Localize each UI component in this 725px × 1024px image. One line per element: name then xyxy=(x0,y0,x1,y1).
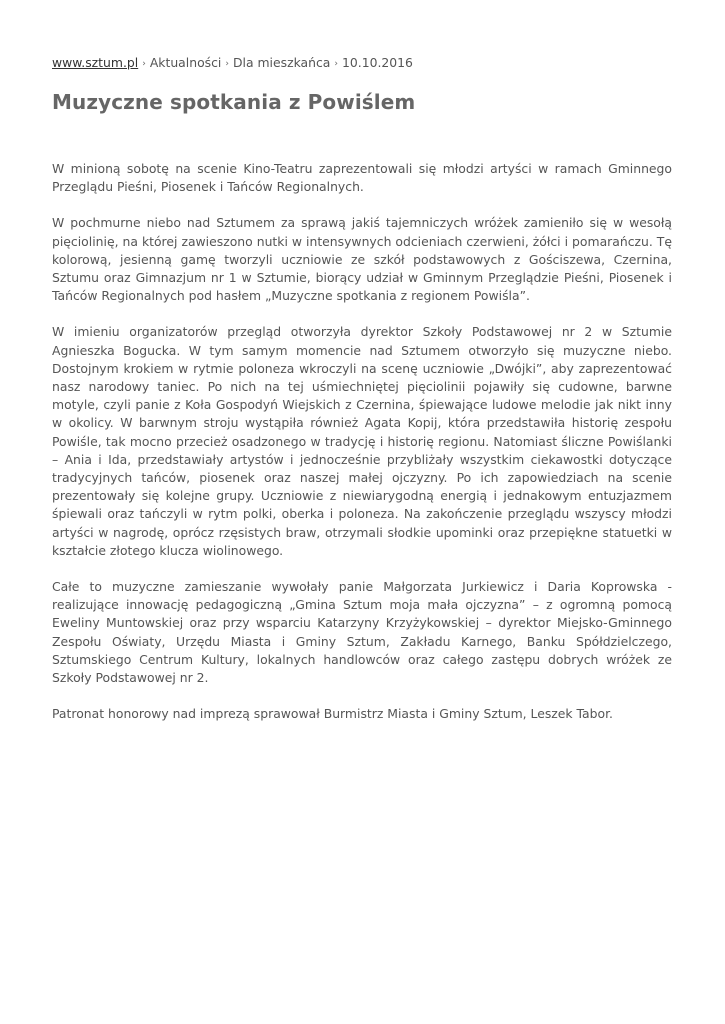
breadcrumb-item-date: 10.10.2016 xyxy=(342,55,413,70)
article-paragraph-4: Całe to muzyczne zamieszanie wywołały panie Małgorzata Jurkiewicz i Daria Koprowska - realizujące innowację pedagogiczną „Gmina Sztum moja mała ojczyzna” – z ogromną pomocą Eweliny Muntowskiej oraz przy wsparciu Katarzyny Krzyżykowskiej – dyrektor Miejsko-Gminnego Zespołu Oświaty, Urzędu Miasta i Gminy Sztum, Zakładu Karnego, Banku Spółdzielczego, Sztumskiego Centrum Kultury, lokalnych handlowców oraz całego zastępu dobrych wróżek ze Szkoły Podstawowej nr 2. xyxy=(52,579,672,686)
article-body xyxy=(52,160,672,723)
breadcrumb-home-link[interactable]: www.sztum.pl xyxy=(52,55,139,70)
article-paragraph-5: Patronat honorowy nad imprezą sprawował Burmistrz Miasta i Gminy Sztum, Leszek Tabor. xyxy=(52,706,613,722)
article-paragraph-3: W imieniu organizatorów przegląd otworzyła dyrektor Szkoły Podstawowej nr 2 w Sztumie Agnieszka Bogucka. W tym samym momencie nad Sztumem otworzyło się muzyczne niebo. Dostojnym krokiem w rytmie poloneza wkroczyli na scenę uczniowie „Dwójki”, aby zaprezentować nasz narodowy taniec. Po nich na tej uśmiechniętej pięciolinii pojawiły się cudowne, barwne motyle, czyli panie z Koła Gospodyń Wiejskich z Czernina, śpiewające ludowe melodie jak nikt inny w okolicy. W barwnym stroju wystąpiła również Agata Kopij, która przedstawiła historię zespołu Powiśle, tak mocno przecież osadzonego w tradycję i historię regionu. Natomiast śliczne Powiślanki – Ania i Ida, przedstawiały artystów i jednocześnie przybliżały wszystkim ciekawostki dotyczące tradycyjnych tańców, piosenek oraz naszej małej ojczyzny. Po ich zapowiedziach na scenie prezentowały się kolejne grupy. Uczniowie z niewiarygodną energią i jednakowym entuzjazmem śpiewali oraz tańczyli w rytm polki, oberka i poloneza. Na zakończenie przeglądu wszyscy młodzi artyści w nagrodę, oprócz rzęsistych braw, otrzymali słodkie upominki oraz przepiękne statuetki w kształcie złotego klucza wiolinowego. xyxy=(52,324,672,558)
page-title: Muzyczne spotkania z Powiślem xyxy=(52,90,416,114)
breadcrumb-separator-icon: › xyxy=(334,59,338,69)
article-paragraph-1: W minioną sobotę na scenie Kino-Teatru zaprezentowali się młodzi artyści w ramach Gminnego Przeglądu Pieśni, Piosenek i Tańców Regionalnych. xyxy=(52,161,672,195)
breadcrumb-separator-icon: › xyxy=(142,59,146,69)
breadcrumb-separator-icon: › xyxy=(225,59,229,69)
breadcrumb-item-aktualnosci[interactable]: Aktualności xyxy=(149,55,222,70)
breadcrumb xyxy=(52,54,672,74)
article-paragraph-2: W pochmurne niebo nad Sztumem za sprawą jakiś tajemniczych wróżek zamieniło się w wesołą pięciolinię, na której zawieszono nutki w intensywnych odcieniach czerwieni, żółci i pomarańczu. Tę kolorową, jesienną gamę tworzyli uczniowie ze szkół podstawowych z Gościszewa, Czernina, Sztumu oraz Gimnazjum nr 1 w Sztumie, biorący udział w Gminnym Przeglądzie Pieśni, Piosenek i Tańców Regionalnych pod hasłem „Muzyczne spotkania z regionem Powiśla”. xyxy=(52,215,672,304)
article-page xyxy=(52,54,672,741)
breadcrumb-item-dla-mieszkanca[interactable]: Dla mieszkańca xyxy=(232,55,331,70)
